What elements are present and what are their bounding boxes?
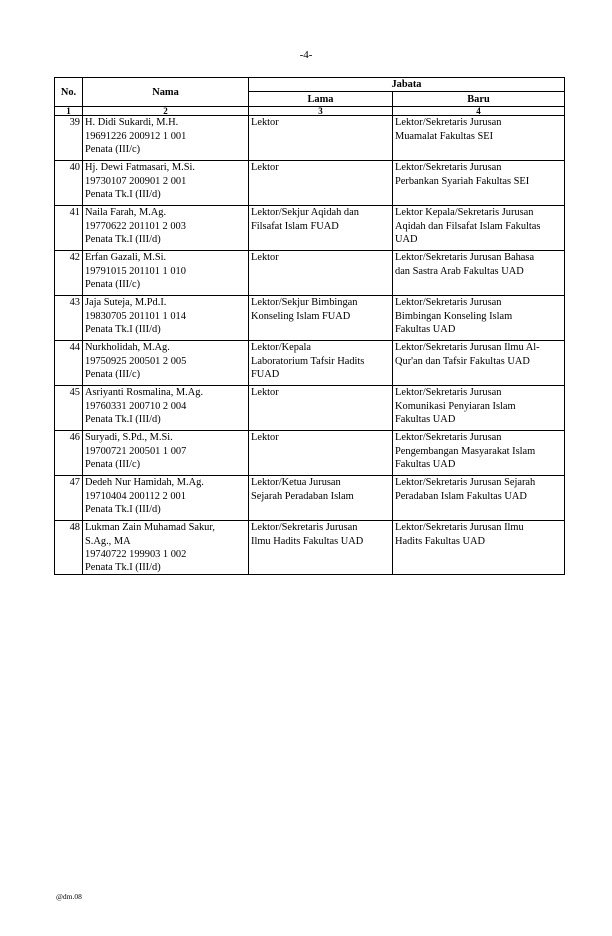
old-position-cell <box>249 521 393 575</box>
header-no: No. <box>55 78 83 107</box>
old-position-line: Lektor <box>251 387 279 399</box>
employee-name-cell <box>83 116 249 161</box>
employee-name-cell <box>83 521 249 575</box>
new-position-line: Pengembangan Masyarakat Islam <box>395 445 536 457</box>
new-position-cell <box>393 476 565 521</box>
row-number: 39 <box>55 116 83 161</box>
old-position-cell <box>249 251 393 296</box>
table-row <box>55 431 565 476</box>
old-position-cell <box>249 341 393 386</box>
old-position-line: Filsafat Islam FUAD <box>251 220 339 232</box>
column-number: 1 <box>55 107 83 116</box>
employee-name-line: H. Didi Sukardi, M.H. <box>85 117 179 129</box>
new-position-line: Hadits Fakultas UAD <box>395 535 486 547</box>
new-position-line: Lektor/Sekretaris Jurusan Ilmu <box>395 522 524 534</box>
employee-name-line: Penata (III/c) <box>85 143 141 155</box>
old-position-cell <box>249 386 393 431</box>
employee-name-line: Penata (III/c) <box>85 278 141 290</box>
new-position-line: Fakultas UAD <box>395 323 456 335</box>
header-baru: Baru <box>393 92 565 107</box>
old-position-line: Lektor/Ketua Jurusan <box>251 477 341 489</box>
new-position-cell <box>393 116 565 161</box>
employee-name-line: Naila Farah, M.Ag. <box>85 207 167 219</box>
employee-name-line: Suryadi, S.Pd., M.Si. <box>85 432 173 444</box>
column-number: 4 <box>393 107 565 116</box>
old-position-line: Lektor <box>251 162 279 174</box>
employee-name-line: Penata Tk.I (III/d) <box>85 188 161 200</box>
old-position-cell <box>249 116 393 161</box>
new-position-cell <box>393 386 565 431</box>
employee-name-line: Penata Tk.I (III/d) <box>85 562 161 574</box>
header-jabatan: Jabata <box>249 78 565 92</box>
header-lama: Lama <box>249 92 393 107</box>
old-position-line: Lektor/Sekretaris Jurusan <box>251 522 358 534</box>
employee-name-cell <box>83 386 249 431</box>
employee-name-line: 19760331 200710 2 004 <box>85 400 187 412</box>
row-number: 44 <box>55 341 83 386</box>
old-position-line: Lektor/Sekjur Bimbingan <box>251 297 358 309</box>
employee-name-line: Hj. Dewi Fatmasari, M.Si. <box>85 162 195 174</box>
employee-name-line: Penata (III/c) <box>85 368 141 380</box>
employee-name-cell <box>83 296 249 341</box>
new-position-line: Lektor Kepala/Sekretaris Jurusan <box>395 207 534 219</box>
employee-name-line: 19700721 200501 1 007 <box>85 445 187 457</box>
new-position-line: Bimbingan Konseling Islam <box>395 310 513 322</box>
employee-name-cell <box>83 161 249 206</box>
column-number-row <box>55 107 565 116</box>
employee-name-line: 19770622 201101 2 003 <box>85 220 186 232</box>
old-position-line: Lektor <box>251 252 279 264</box>
employee-name-line: Dedeh Nur Hamidah, M.Ag. <box>85 477 204 489</box>
new-position-cell <box>393 341 565 386</box>
new-position-cell <box>393 431 565 476</box>
old-position-line: Lektor <box>251 117 279 129</box>
table-body <box>55 116 565 575</box>
employee-name-line: 19691226 200912 1 001 <box>85 130 187 142</box>
employee-name-line: Penata Tk.I (III/d) <box>85 413 161 425</box>
employee-name-line: 19710404 200112 2 001 <box>85 490 186 502</box>
new-position-cell <box>393 251 565 296</box>
new-position-cell <box>393 296 565 341</box>
column-number: 3 <box>249 107 393 116</box>
table-row <box>55 161 565 206</box>
old-position-cell <box>249 296 393 341</box>
row-number: 48 <box>55 521 83 575</box>
employee-name-cell <box>83 206 249 251</box>
employee-name-line: 19791015 201101 1 010 <box>85 265 186 277</box>
old-position-cell <box>249 431 393 476</box>
new-position-line: Lektor/Sekretaris Jurusan <box>395 432 502 444</box>
old-position-line: Laboratorium Tafsir Hadits <box>251 355 365 367</box>
employee-name-line: Penata (III/c) <box>85 458 141 470</box>
new-position-cell <box>393 521 565 575</box>
old-position-line: Lektor/Kepala <box>251 342 312 354</box>
table-row <box>55 476 565 521</box>
employee-name-line: Asriyanti Rosmalina, M.Ag. <box>85 387 204 399</box>
table-row <box>55 341 565 386</box>
employee-name-line: Jaja Suteja, M.Pd.I. <box>85 297 167 309</box>
new-position-line: Lektor/Sekretaris Jurusan <box>395 117 502 129</box>
new-position-line: UAD <box>395 233 418 245</box>
employee-name-line: S.Ag., MA <box>85 535 131 547</box>
position-table <box>54 77 565 575</box>
row-number: 46 <box>55 431 83 476</box>
employee-name-line: Penata Tk.I (III/d) <box>85 503 161 515</box>
new-position-line: Aqidah dan Filsafat Islam Fakultas <box>395 220 541 232</box>
new-position-line: Lektor/Sekretaris Jurusan Ilmu Al- <box>395 342 540 354</box>
header-row <box>55 78 565 92</box>
employee-name-cell <box>83 341 249 386</box>
old-position-cell <box>249 161 393 206</box>
row-number: 45 <box>55 386 83 431</box>
new-position-cell <box>393 161 565 206</box>
table-row <box>55 206 565 251</box>
page-number: -4- <box>299 49 313 61</box>
old-position-line: Sejarah Peradaban Islam <box>251 490 354 502</box>
old-position-cell <box>249 206 393 251</box>
old-position-line: FUAD <box>251 368 280 380</box>
new-position-line: Lektor/Sekretaris Jurusan <box>395 387 502 399</box>
table-row <box>55 296 565 341</box>
new-position-line: Perbankan Syariah Fakultas SEI <box>395 175 530 187</box>
old-position-line: Konseling Islam FUAD <box>251 310 351 322</box>
footer-code: @dm.08 <box>56 892 82 901</box>
row-number: 43 <box>55 296 83 341</box>
new-position-line: Lektor/Sekretaris Jurusan <box>395 297 502 309</box>
new-position-line: Lektor/Sekretaris Jurusan <box>395 162 502 174</box>
new-position-line: Peradaban Islam Fakultas UAD <box>395 490 527 502</box>
table-row <box>55 386 565 431</box>
employee-name-line: Nurkholidah, M.Ag. <box>85 342 170 354</box>
employee-name-cell <box>83 251 249 296</box>
old-position-cell <box>249 476 393 521</box>
table-row <box>55 116 565 161</box>
employee-name-cell <box>83 431 249 476</box>
old-position-line: Lektor <box>251 432 279 444</box>
employee-name-line: 19740722 199903 1 002 <box>85 548 187 560</box>
header-nama: Nama <box>83 78 249 107</box>
old-position-line: Lektor/Sekjur Aqidah dan <box>251 207 359 219</box>
employee-name-line: Erfan Gazali, M.Si. <box>85 252 167 264</box>
employee-name-cell <box>83 476 249 521</box>
employee-name-line: 19750925 200501 2 005 <box>85 355 187 367</box>
employee-name-line: Lukman Zain Muhamad Sakur, <box>85 522 216 534</box>
new-position-line: Muamalat Fakultas SEI <box>395 130 494 142</box>
new-position-cell <box>393 206 565 251</box>
employee-name-line: 19730107 200901 2 001 <box>85 175 187 187</box>
new-position-line: Fakultas UAD <box>395 458 456 470</box>
column-number: 2 <box>83 107 249 116</box>
new-position-line: Komunikasi Penyiaran Islam <box>395 400 516 412</box>
row-number: 42 <box>55 251 83 296</box>
new-position-line: Qur'an dan Tafsir Fakultas UAD <box>395 355 530 367</box>
new-position-line: Fakultas UAD <box>395 413 456 425</box>
row-number: 40 <box>55 161 83 206</box>
row-number: 47 <box>55 476 83 521</box>
employee-name-line: Penata Tk.I (III/d) <box>85 233 161 245</box>
new-position-line: Lektor/Sekretaris Jurusan Sejarah <box>395 477 536 489</box>
employee-name-line: 19830705 201101 1 014 <box>85 310 186 322</box>
table-row <box>55 251 565 296</box>
old-position-line: Ilmu Hadits Fakultas UAD <box>251 535 364 547</box>
new-position-line: dan Sastra Arab Fakultas UAD <box>395 265 524 277</box>
row-number: 41 <box>55 206 83 251</box>
new-position-line: Lektor/Sekretaris Jurusan Bahasa <box>395 252 535 264</box>
employee-name-line: Penata Tk.I (III/d) <box>85 323 161 335</box>
table-row <box>55 521 565 575</box>
